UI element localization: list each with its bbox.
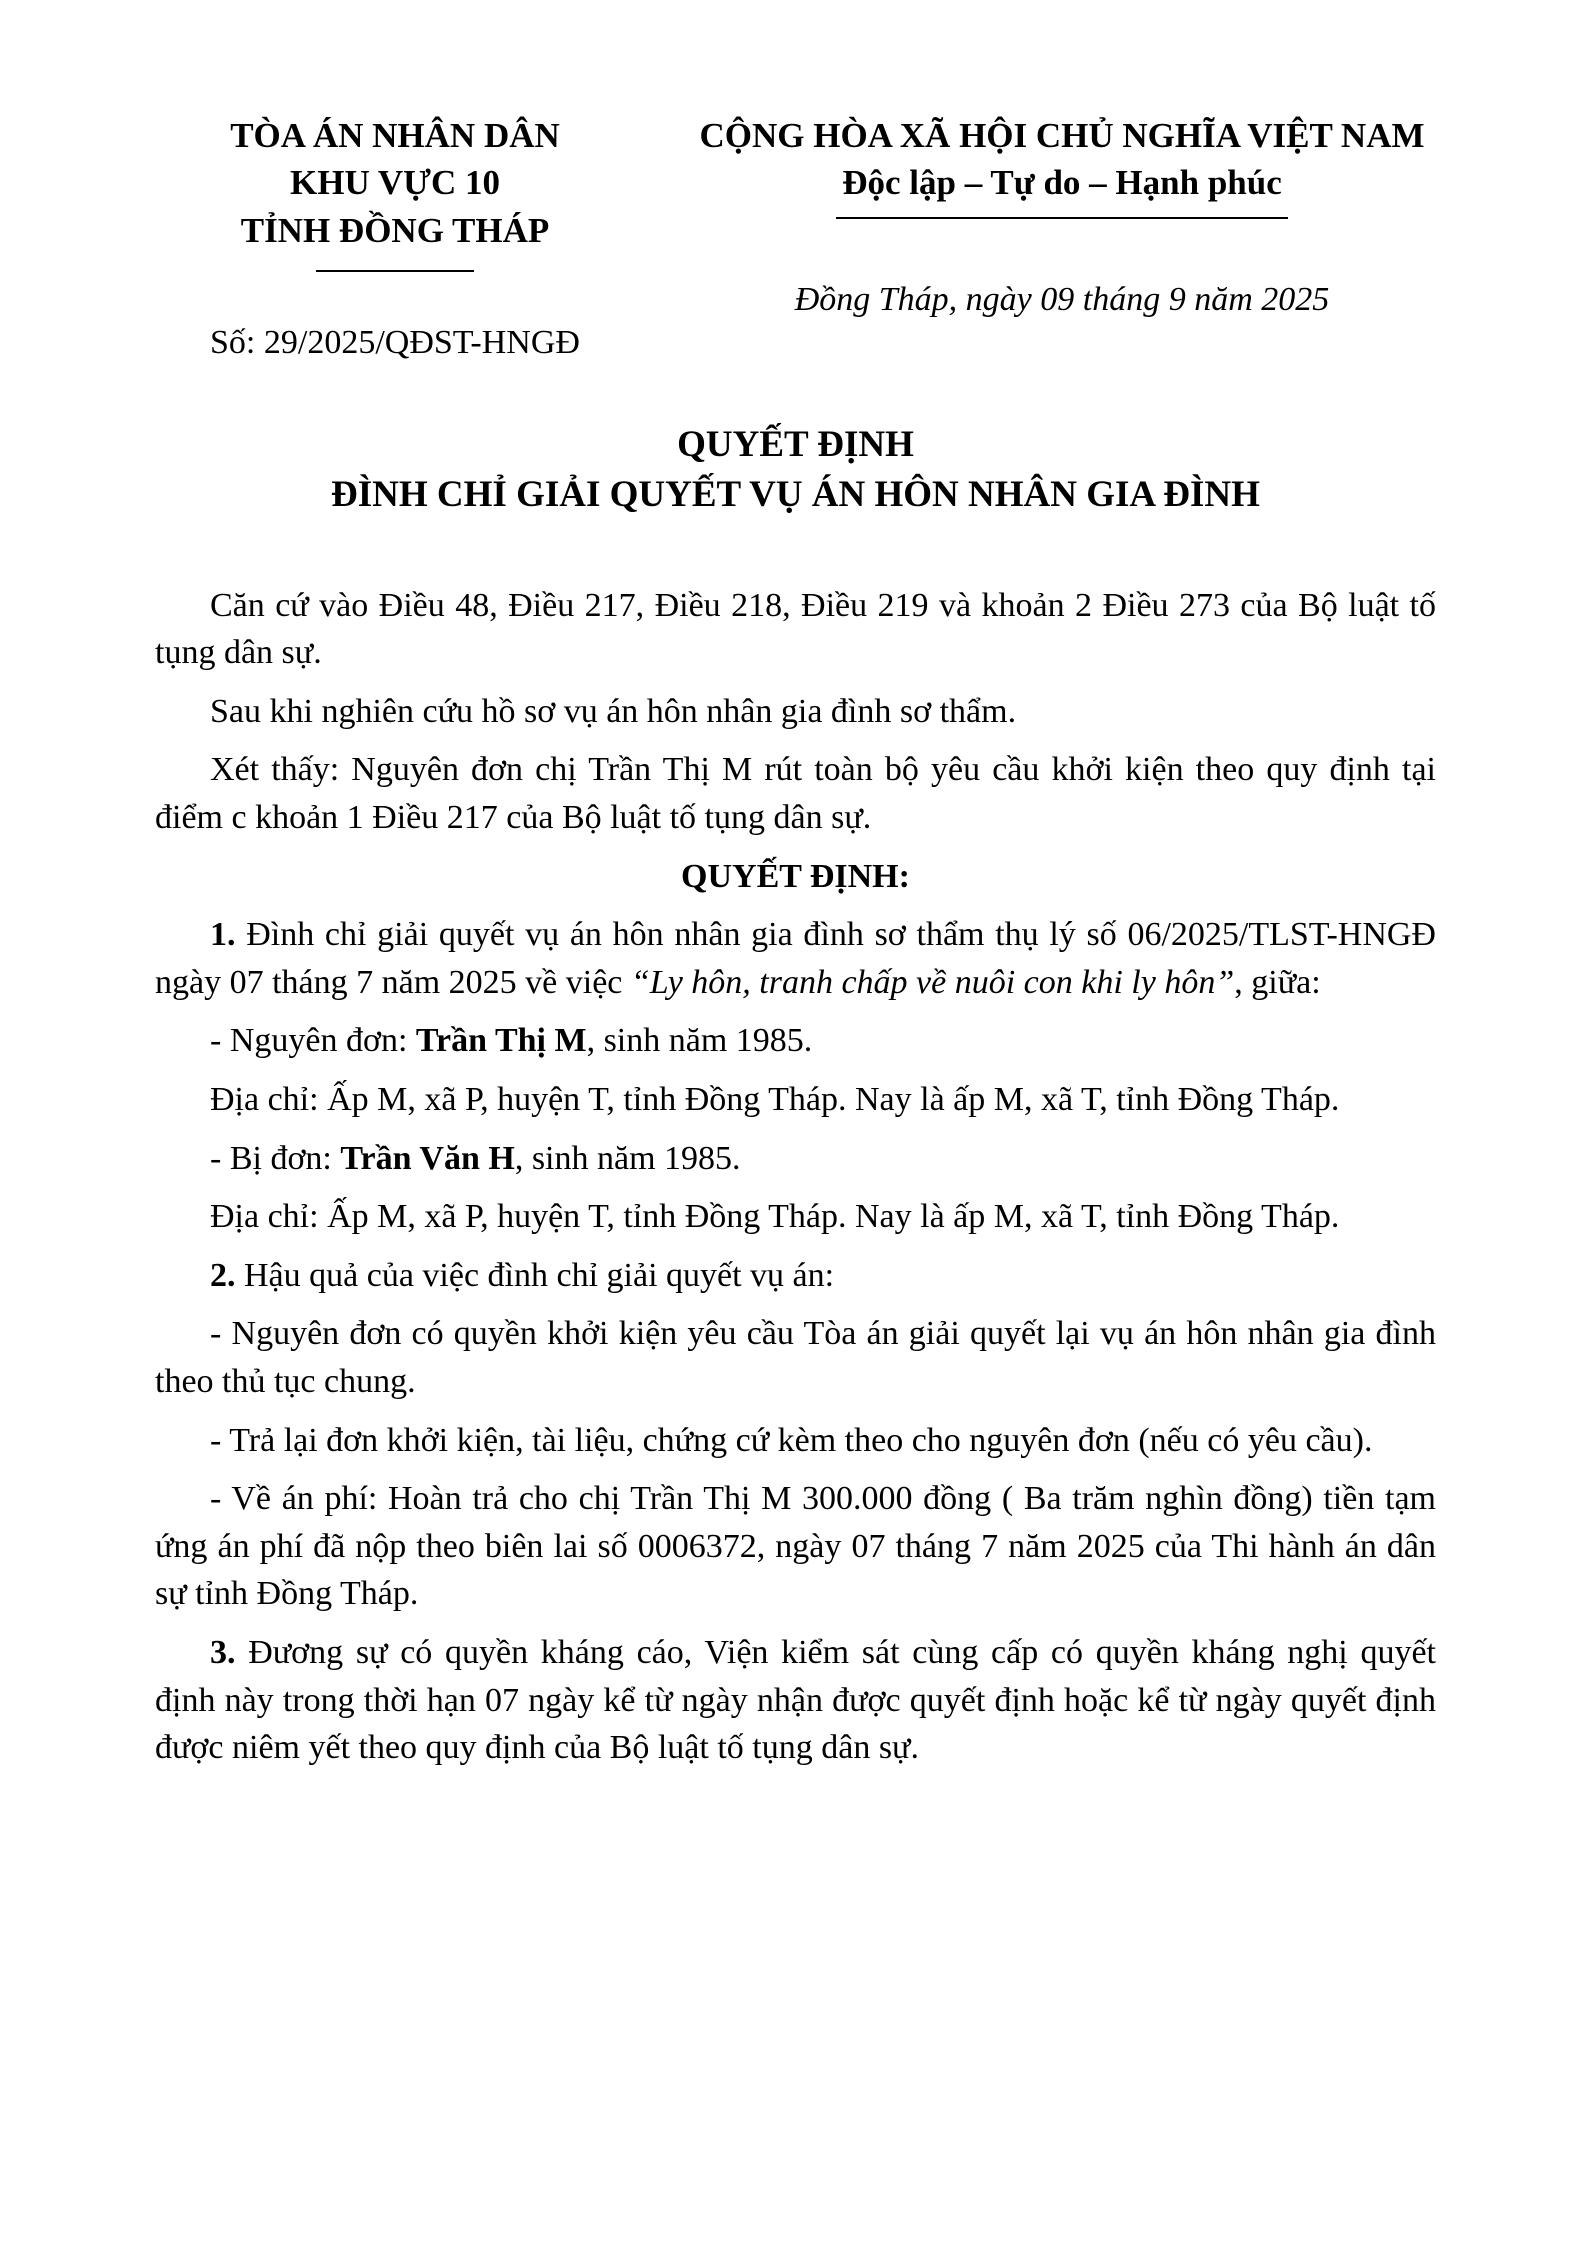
item-2-number: 2. <box>210 1256 236 1294</box>
item-3-number: 3. <box>210 1633 236 1671</box>
decision-heading: QUYẾT ĐỊNH: <box>681 857 910 895</box>
court-name-line2: KHU VỰC 10 <box>290 163 500 203</box>
republic-block <box>688 112 1436 319</box>
defendant-label: - Bị đơn: <box>210 1139 341 1177</box>
republic-motto <box>688 159 1436 218</box>
paragraph-item-2-point-2: - Trả lại đơn khởi kiện, tài liệu, chứng cứ kèm theo cho nguyên đơn (nếu có yêu cầu). <box>210 1421 1373 1459</box>
paragraph-case-review: Sau khi nghiên cứu hồ sơ vụ án hôn nhân gia đình sơ thẩm. <box>210 692 1017 730</box>
item-1-number: 1. <box>210 916 236 954</box>
paragraph-item-3 <box>155 1629 1436 1772</box>
item-3-text: Đương sự có quyền kháng cáo, Viện kiểm sát cùng cấp có quyền kháng nghị quyết định này trong thời hạn 07 ngày kể từ ngày nhận được quyết định hoặc kể từ ngày quyết định được niêm yết theo quy định của Bộ luật tố tụng dân sự. <box>155 1633 1436 1767</box>
republic-motto-text: Độc lập – Tự do – Hạnh phúc <box>836 159 1288 218</box>
document-number: Số: 29/2025/QĐST-HNGĐ <box>210 323 580 361</box>
document-header <box>155 112 1436 362</box>
paragraph-item-2 <box>155 1252 1436 1300</box>
item-1-text: Đình chỉ giải quyết vụ án hôn nhân gia đình sơ thẩm thụ lý số 06/2025/TLST-HNGĐ ngày 07 tháng 7 năm 2025 về việc <box>155 916 1436 1001</box>
paragraph-plaintiff <box>155 1017 1436 1065</box>
paragraph-item-1 <box>155 911 1436 1006</box>
plaintiff-label: - Nguyên đơn: <box>210 1022 416 1060</box>
paragraph-item-2-point-3: - Về án phí: Hoàn trả cho chị Trần Thị M 300.000 đồng ( Ba trăm nghìn đồng) tiền tạm ứng án phí đã nộp theo biên lai số 0006372, ngày 07 tháng 7 năm 2025 của Thi hành án dân sự tỉnh Đồng Tháp. <box>155 1480 1436 1613</box>
court-name-line3: TỈNH ĐỒNG THÁP <box>240 210 550 250</box>
court-block <box>155 112 635 362</box>
paragraph-defendant-address: Địa chỉ: Ấp M, xã P, huyện T, tỉnh Đồng Tháp. Nay là ấp M, xã T, tỉnh Đồng Tháp. <box>210 1198 1340 1236</box>
paragraph-finding: Xét thấy: Nguyên đơn chị Trần Thị M rút toàn bộ yêu cầu khởi kiện theo quy định tại điểm c khoản 1 Điều 217 của Bộ luật tố tụng dân sự. <box>155 751 1436 836</box>
defendant-birth: , sinh năm 1985. <box>514 1139 741 1177</box>
paragraph-plaintiff-address: Địa chỉ: Ấp M, xã P, huyện T, tỉnh Đồng Tháp. Nay là ấp M, xã T, tỉnh Đồng Tháp. <box>210 1080 1340 1118</box>
paragraph-legal-basis: Căn cứ vào Điều 48, Điều 217, Điều 218, Điều 219 và khoản 2 Điều 273 của Bộ luật tố tụng dân sự. <box>155 586 1436 672</box>
item-2-text: Hậu quả của việc đình chỉ giải quyết vụ án: <box>235 1256 835 1294</box>
plaintiff-birth: , sinh năm 1985. <box>586 1022 813 1060</box>
document-title <box>155 420 1436 520</box>
paragraph-item-2-point-1: - Nguyên đơn có quyền khởi kiện yêu cầu Tòa án giải quyết lại vụ án hôn nhân gia đình theo thủ tục chung. <box>155 1315 1436 1400</box>
item-1-text-end: , giữa: <box>1234 963 1321 1001</box>
document-title-line2: ĐÌNH CHỈ GIẢI QUYẾT VỤ ÁN HÔN NHÂN GIA ĐÌNH <box>331 473 1260 515</box>
defendant-name: Trần Văn H <box>340 1139 515 1177</box>
plaintiff-name: Trần Thị M <box>415 1022 587 1060</box>
document-title-line1: QUYẾT ĐỊNH <box>677 423 914 465</box>
paragraph-defendant <box>155 1135 1436 1183</box>
court-name-line1: TÒA ÁN NHÂN DÂN <box>230 116 560 155</box>
item-1-case-name: “Ly hôn, tranh chấp về nuôi con khi ly hôn” <box>630 963 1235 1001</box>
document-body <box>155 582 1436 1772</box>
place-date-line: Đồng Tháp, ngày 09 tháng 9 năm 2025 <box>794 280 1330 318</box>
republic-name: CỘNG HÒA XÃ HỘI CHỦ NGHĨA VIỆT NAM <box>699 116 1425 155</box>
court-block-divider <box>316 270 474 272</box>
